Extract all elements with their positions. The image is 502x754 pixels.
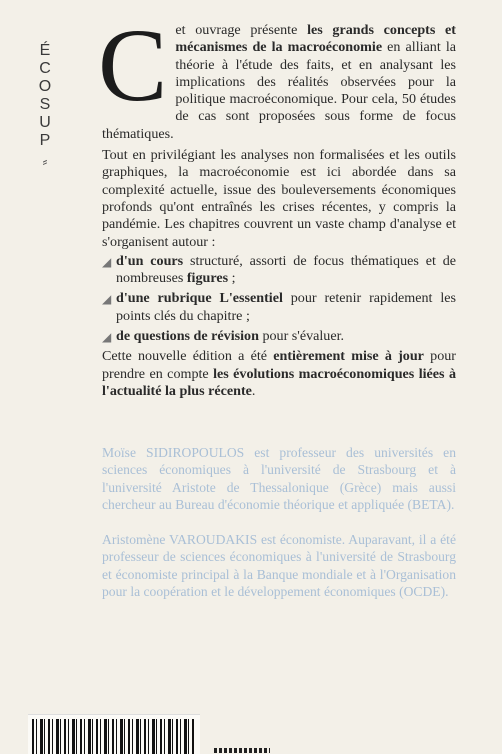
series-vertical-title xyxy=(34,42,56,168)
emphasis-text: les grands concepts et mécanismes de la macroéconomie xyxy=(175,22,457,56)
list-item-text xyxy=(116,290,456,323)
text-run: structuré, assorti de focus thématiques et de nombreuses xyxy=(116,252,456,287)
text-run: en alliant la théorie à l'étude des faits, et en analysant les implications des réalités observées pour la politique macroéconomique. Pour cela, 50 études de cas sont proposées sous forme de focus thématiques. xyxy=(102,39,457,142)
series-mark-icon: ⸗ xyxy=(42,153,48,169)
closing-paragraph xyxy=(102,348,456,400)
bullet-icon: ◢ xyxy=(102,292,112,307)
series-letter: O xyxy=(38,78,52,95)
list-item xyxy=(102,328,456,345)
list-item xyxy=(102,290,456,325)
emphasis-text: figures xyxy=(186,270,229,287)
series-letter: P xyxy=(39,132,51,149)
emphasis-text: d'une rubrique L'essentiel xyxy=(116,290,283,307)
author-bio: Aristomène VAROUDAKIS est économiste. Auparavant, il a été professeur de sciences économiques à l'université de Strasbourg et économiste principal à la Banque mondiale et à l'Organisation pour la coopération et le développement économiques (OCDE). xyxy=(102,532,456,600)
text-run: pour retenir rapidement les points clés du chapitre ; xyxy=(116,290,456,324)
barcode-bars xyxy=(32,719,196,754)
list-item-text xyxy=(116,328,344,344)
drop-cap: C xyxy=(98,8,168,123)
closing-text xyxy=(102,348,456,399)
bullet-icon: ◢ xyxy=(102,254,112,269)
series-letter: C xyxy=(39,60,51,77)
list-item xyxy=(102,253,456,288)
emphasis-text: entièrement mise à jour xyxy=(273,348,424,365)
text-run: pour prendre en compte xyxy=(102,348,456,382)
text-run: Cette nouvelle édition a été xyxy=(102,348,274,365)
series-letter: S xyxy=(39,96,51,113)
text-run: pour s'évaluer. xyxy=(258,328,345,345)
bullet-icon: ◢ xyxy=(102,330,112,345)
emphasis-text: d'un cours xyxy=(116,252,184,269)
scope-paragraph: Tout en privilégiant les analyses non formalisées et les outils graphiques, la macroéconomie est ici abordée dans sa complexité actuelle, issue des bouleversements économiques profonds qu'ont entraînés les crises récentes, y compris la pandémie. Les chapitres couvrent un vaste champ d'analyse et s'organisent autour : xyxy=(102,147,456,250)
author-bio: Moïse SIDIROPOULOS est professeur des universités en sciences économiques à l'université de Strasbourg et à l'université Aristote de Thessalonique (Grèce) mais aussi chercheur au Bureau d'économie théorique et appliquée (BETA). xyxy=(102,445,456,512)
description xyxy=(98,8,457,400)
barcode-fragment xyxy=(214,748,270,753)
intro-paragraph xyxy=(98,8,457,143)
emphasis-text: de questions de révision xyxy=(116,328,259,345)
barcode xyxy=(28,714,200,754)
author-bios xyxy=(102,444,456,600)
feature-list xyxy=(102,253,456,345)
emphasis-text: les évolutions macroéconomiques liées à l'actualité la plus récente xyxy=(102,365,456,399)
text-run: ; xyxy=(228,270,236,287)
list-item-text xyxy=(116,253,456,286)
series-letter: U xyxy=(39,114,51,131)
text-run: et ouvrage présente xyxy=(175,22,308,38)
text-run: . xyxy=(251,382,256,399)
series-letter: É xyxy=(39,42,51,59)
